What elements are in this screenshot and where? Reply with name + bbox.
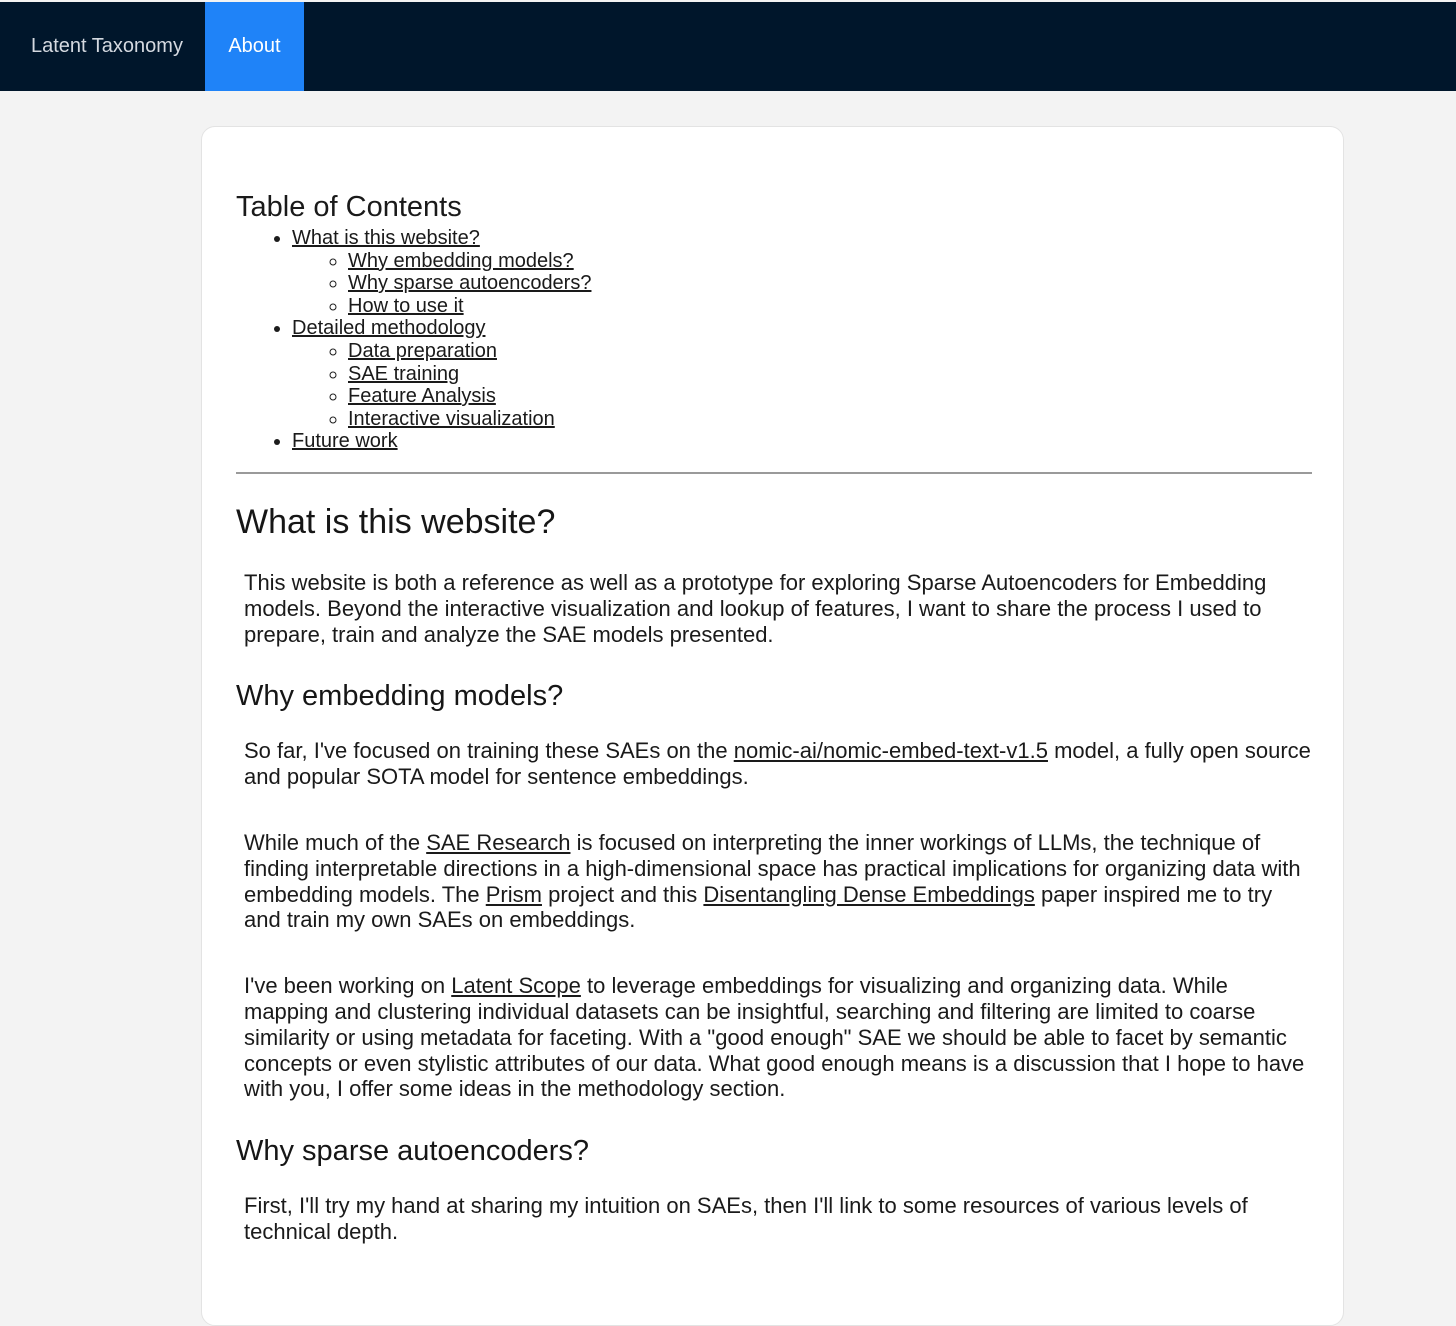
toc-sublist — [292, 340, 1312, 430]
paragraph-sae-research — [236, 830, 1312, 933]
toc-item — [292, 227, 1312, 317]
heading-what-is-this-website: What is this website? — [236, 502, 556, 541]
link-prism[interactable]: Prism — [485, 881, 542, 907]
toc-subitem — [348, 408, 1312, 431]
toc-item — [292, 317, 1312, 430]
text-span: project and this — [541, 881, 704, 907]
heading-why-sparse-autoencoders: Why sparse autoencoders? — [236, 1135, 590, 1168]
toc-link-how-to-use-it[interactable]: How to use it — [348, 294, 464, 317]
toc-link-interactive-visualization[interactable]: Interactive visualization — [348, 407, 555, 430]
link-sae-research[interactable]: SAE Research — [426, 829, 571, 855]
paragraph-intro: This website is both a reference as well as a prototype for exploring Sparse Autoencoders for Embedding models. Beyond the interactive visualization and lookup of features, I want to share the process I used to prepare, train and analyze the SAE models presented. — [244, 569, 1267, 647]
top-navbar — [0, 2, 1456, 91]
about-content — [236, 187, 1312, 1245]
toc-link-detailed-methodology[interactable]: Detailed methodology — [292, 317, 486, 340]
toc-subitem — [348, 363, 1312, 386]
toc-subitem — [348, 295, 1312, 318]
toc-link-feature-analysis[interactable]: Feature Analysis — [348, 385, 496, 408]
paragraph-embedding-model — [236, 738, 1312, 790]
toc-subitem — [348, 385, 1312, 408]
text-span: So far, I've focused on training these SAEs on the — [244, 738, 734, 764]
link-latent-scope[interactable]: Latent Scope — [451, 973, 581, 999]
table-of-contents — [236, 227, 1312, 453]
text-span: While much of the — [244, 829, 427, 855]
toc-link-why-sparse-autoencoders[interactable]: Why sparse autoencoders? — [348, 272, 592, 295]
text-span: model, a fully open source and popular SOTA model for sentence embeddings. — [244, 738, 1311, 790]
toc-subitem — [348, 272, 1312, 295]
toc-link-future-work[interactable]: Future work — [292, 430, 398, 453]
text-span: to leverage embeddings for visualizing and organizing data. While mapping and clustering individual datasets can be insightful, searching and filtering are limited to coarse similarity or using metadata for faceting. With a "good enough" SAE we should be able to facet by semantic concepts or even stylistic attributes of our data. What good enough means is a discussion that I hope to have with you, I offer some ideas in the methodology section. — [244, 973, 1305, 1102]
toc-list — [236, 227, 1312, 453]
text-span: is focused on interpreting the inner workings of LLMs, the technique of finding interpretable directions in a high-dimensional space has practical implications for organizing data with embedding models. The — [244, 829, 1301, 907]
heading-why-embedding-models: Why embedding models? — [236, 680, 564, 713]
toc-title: Table of Contents — [236, 191, 462, 223]
toc-item — [292, 430, 1312, 453]
paragraph-sae-intuition: First, I'll try my hand at sharing my intuition on SAEs, then I'll link to some resources of various levels of technical depth. — [244, 1193, 1248, 1244]
link-disentangling-dense-embeddings[interactable]: Disentangling Dense Embeddings — [703, 881, 1035, 907]
about-card — [201, 126, 1344, 1326]
toc-sublist — [292, 250, 1312, 318]
toc-link-data-preparation[interactable]: Data preparation — [348, 339, 497, 362]
text-span: paper inspired me to try and train my own SAEs on embeddings. — [244, 881, 1273, 933]
section-divider — [236, 472, 1312, 474]
toc-link-why-embedding-models[interactable]: Why embedding models? — [348, 249, 574, 272]
text-span: I've been working on — [244, 973, 452, 999]
link-nomic-embed[interactable]: nomic-ai/nomic-embed-text-v1.5 — [733, 738, 1048, 764]
nav-brand-link[interactable]: Latent Taxonomy — [31, 35, 183, 57]
nav-tab-about[interactable]: About — [205, 2, 304, 91]
toc-link-sae-training[interactable]: SAE training — [348, 362, 460, 385]
toc-link-what-is-this-website[interactable]: What is this website? — [292, 227, 480, 249]
paragraph-latent-scope — [236, 973, 1312, 1102]
toc-subitem — [348, 250, 1312, 273]
toc-subitem — [348, 340, 1312, 363]
